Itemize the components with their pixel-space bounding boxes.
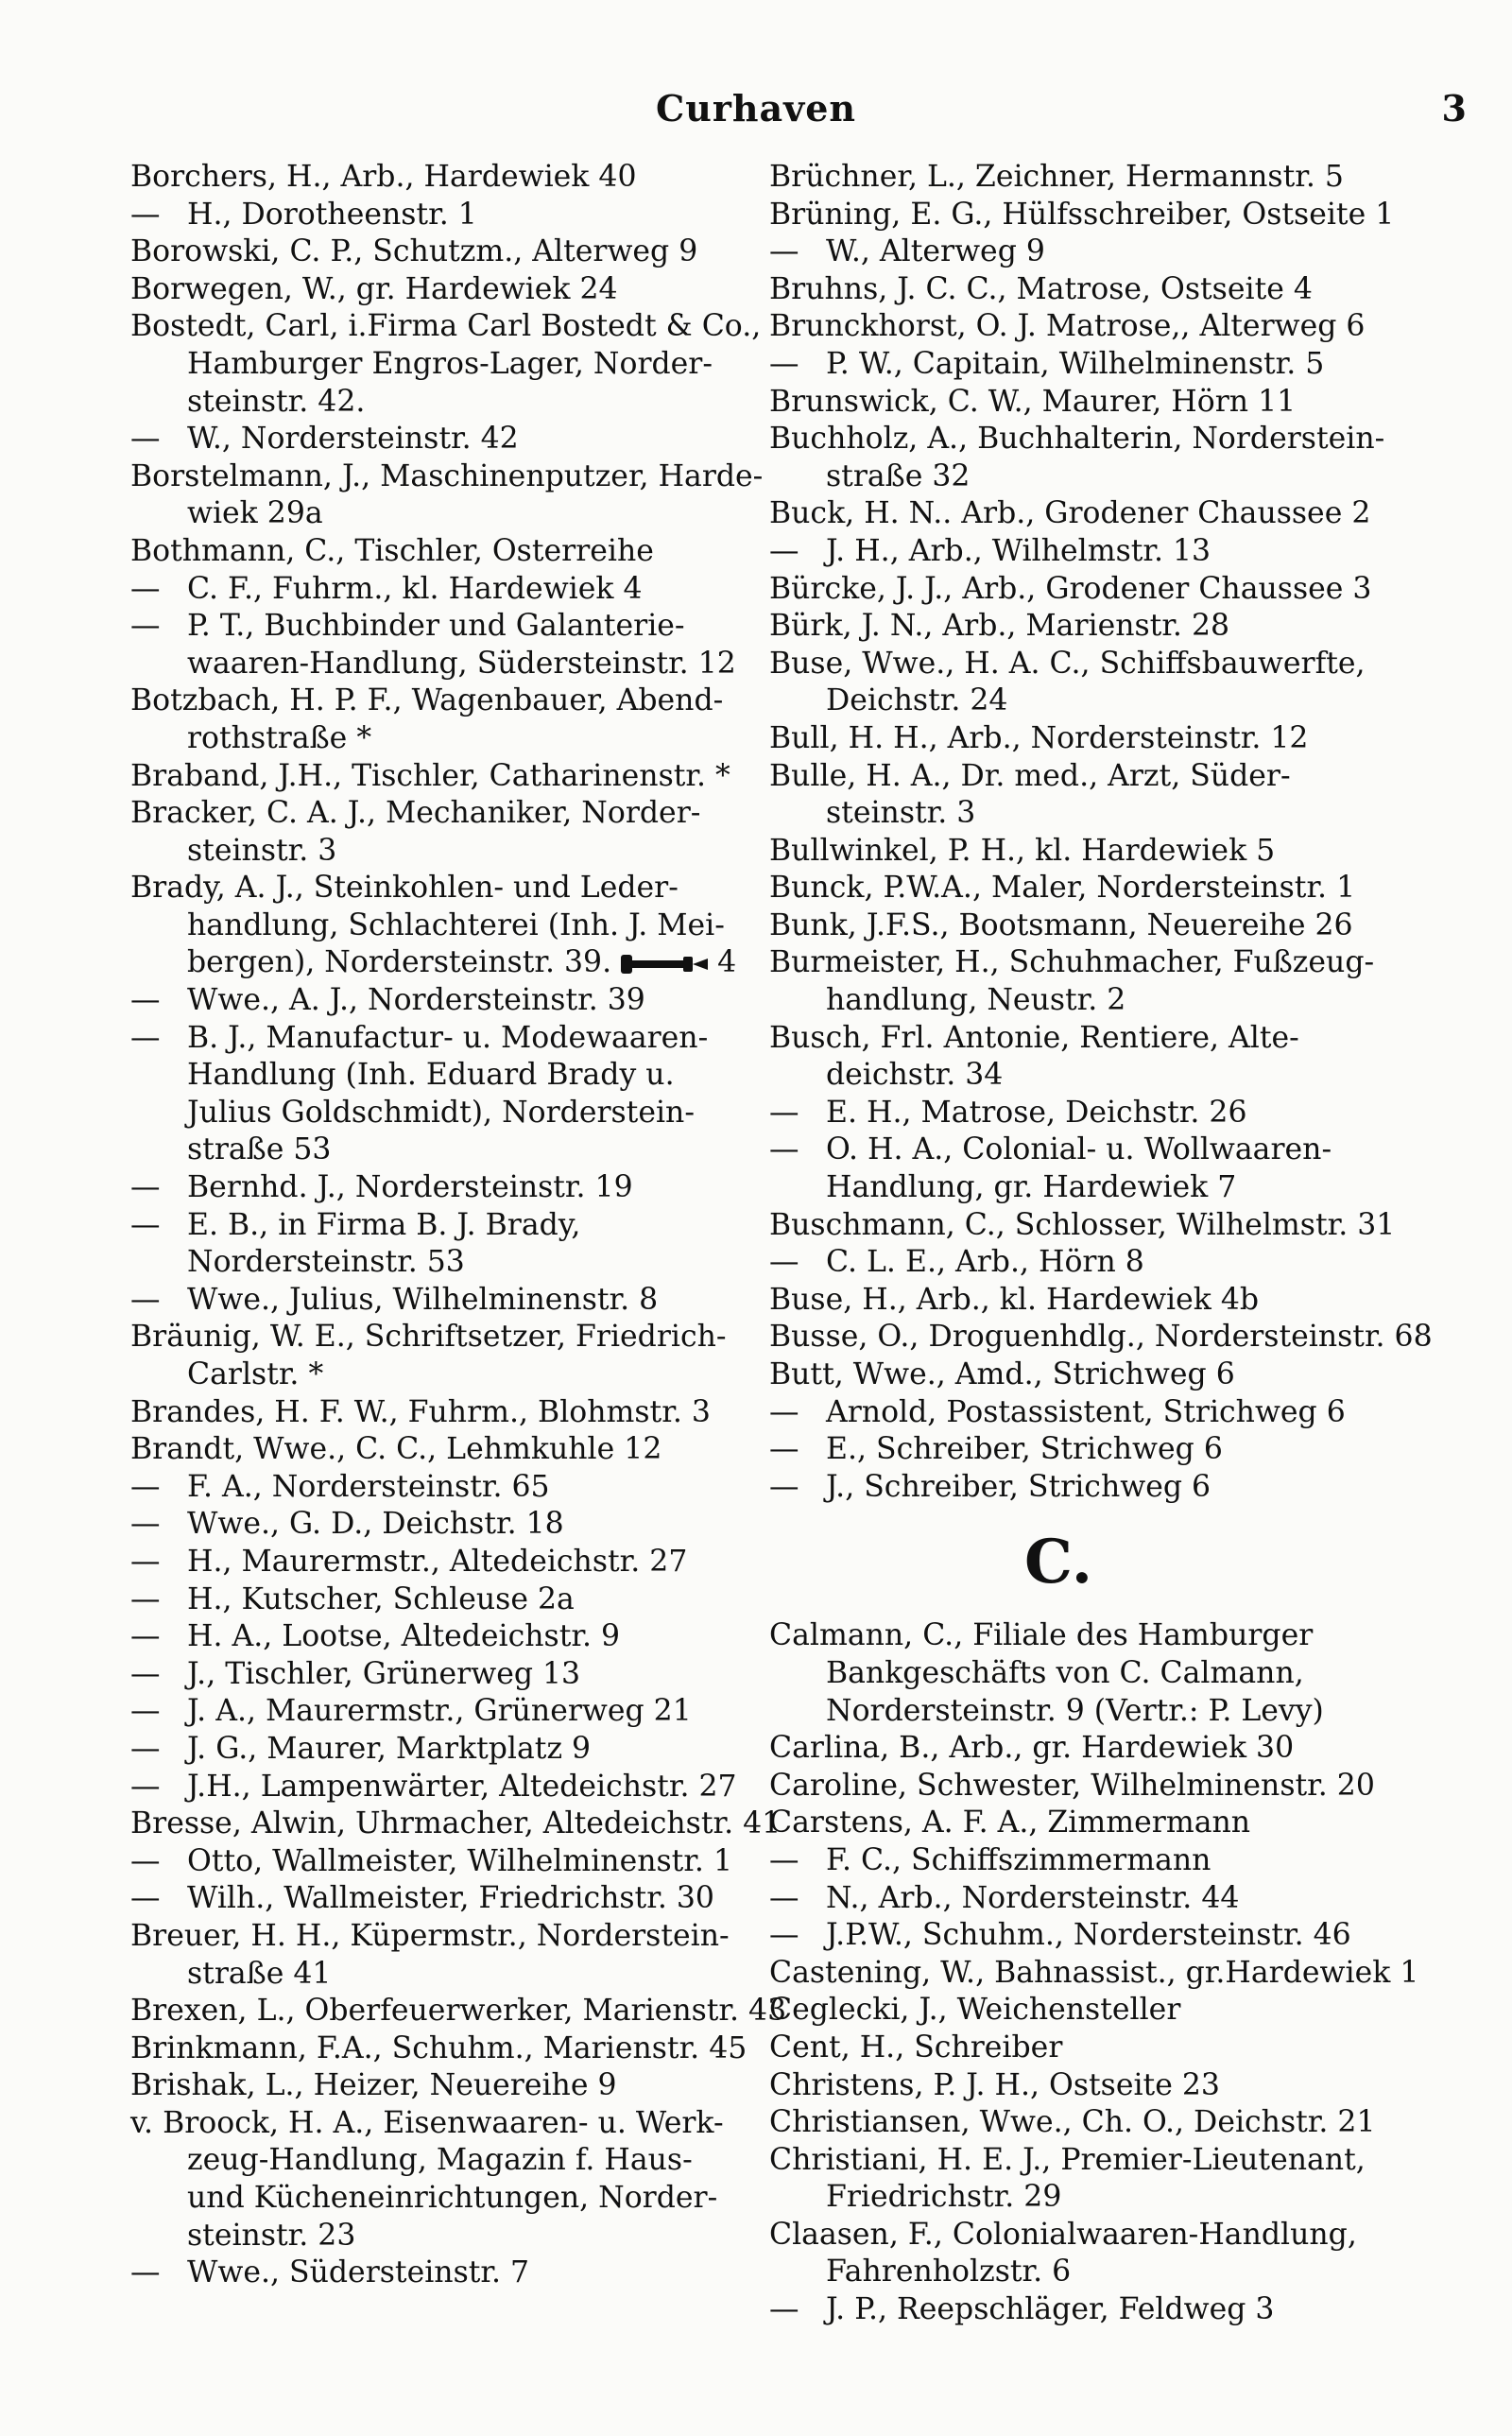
entry-text: Borchers, H., Arb., Hardewiek 40 [130,160,637,194]
entry-text: Carstens, A. F. A., Zimmermann [769,1805,1251,1840]
entry-text: Bothmann, C., Tischler, Osterreihe [130,533,654,568]
entry-text: Calmann, C., Filiale des Hamburger [769,1618,1314,1653]
entry-text: Cent, H., Schreiber [769,2030,1063,2065]
entry-text: O. H. A., Colonial- u. Wollwaaren- [826,1132,1332,1167]
entry-text: Breuer, H. H., Küpermstr., Norderstein- [130,1918,730,1953]
directory-entry [130,758,747,796]
entry-text: Bruhns, J. C. C., Matrose, Ostseite 4 [769,271,1313,306]
entry-text: Brüning, E. G., Hülfsschreiber, Ostseite 1 [769,197,1395,232]
entry-text: Carlina, B., Arb., gr. Hardewiek 30 [769,1731,1295,1766]
entry-text: F. C., Schiffszimmermann [826,1842,1211,1877]
directory-entry [769,944,1385,982]
entry-text: Brunckhorst, O. J. Matrose,, Alterweg 6 [769,309,1366,344]
entry-text: E. B., in Firma B. J. Brady, [187,1207,581,1242]
directory-entry [769,608,1385,646]
entry-text: C. F., Fuhrm., kl. Hardewiek 4 [187,571,643,606]
entry-text: J.H., Lampenwärter, Altedeichstr. 27 [187,1769,737,1804]
directory-entry [769,2067,1385,2105]
entry-continuation [769,1693,1385,1731]
entry-text: Bull, H. H., Arb., Nordersteinstr. 12 [769,720,1309,755]
ditto-dash: — [769,234,799,269]
directory-subentry [130,1880,747,1918]
entry-text: H., Kutscher, Schleuse 2a [187,1581,575,1616]
entry-text: J. A., Maurermstr., Grünerweg 21 [187,1694,692,1729]
entry-text: Buck, H. N.. Arb., Grodener Chaussee 2 [769,496,1371,531]
entry-continuation [769,1057,1385,1095]
directory-entry [769,2104,1385,2142]
directory-entry [769,1020,1385,1058]
entry-text: straße 32 [826,458,971,493]
directory-subentry [769,2291,1385,2329]
right-column [769,159,1433,2329]
entry-text: Handlung, gr. Hardewiek 7 [826,1170,1237,1205]
entry-text: handlung, Neustr. 2 [826,983,1126,1018]
directory-subentry [130,197,747,234]
entry-continuation [130,1244,747,1282]
entry-text: P. T., Buchbinder und Galanterie- [187,609,685,644]
entry-text: Bullwinkel, P. H., kl. Hardewiek 5 [769,833,1276,868]
directory-subentry [769,533,1385,571]
directory-entry [130,2030,747,2068]
directory-subentry [769,1244,1385,1282]
directory-entry [769,1805,1385,1842]
entry-continuation [130,1956,747,1994]
entry-text: Julius Goldschmidt), Norderstein- [187,1095,695,1130]
ditto-dash: — [769,1469,799,1504]
entry-text: Castening, W., Bahnassist., gr.Hardewiek 1 [769,1955,1419,1990]
directory-entry [769,2030,1385,2067]
directory-subentry [769,1842,1385,1880]
directory-entry [769,197,1395,234]
entry-text: Ceglecki, J., Weichensteller [769,1993,1181,2028]
entry-text: Claasen, F., Colonialwaaren-Handlung, [769,2217,1357,2252]
directory-subentry [130,1843,747,1881]
ditto-dash: — [769,1842,799,1877]
entry-text: Brandes, H. F. W., Fuhrm., Blohmstr. 3 [130,1394,711,1429]
entry-text: Bürk, J. N., Arb., Marienstr. 28 [769,609,1230,644]
directory-entry [130,1918,747,1956]
entry-continuation [769,458,1385,496]
entry-text: Caroline, Schwester, Wilhelminenstr. 20 [769,1768,1375,1803]
entry-text: steinstr. 42. [187,384,366,419]
directory-entry [769,1207,1396,1245]
entry-text: W., Alterweg 9 [826,234,1045,269]
directory-subentry [130,1469,747,1507]
ditto-dash: — [130,1769,161,1804]
directory-subentry [769,1431,1385,1469]
ditto-dash: — [130,1731,161,1766]
entry-text: Christens, P. J. H., Ostseite 23 [769,2067,1220,2102]
entry-continuation [769,795,1385,833]
directory-entry [130,1431,747,1469]
directory-subentry [130,1544,747,1581]
entry-text: W., Nordersteinstr. 42 [187,422,519,457]
ditto-dash: — [769,1132,799,1167]
directory-entry [130,1805,782,1843]
entry-text: Bräunig, W. E., Schriftsetzer, Friedrich- [130,1320,727,1355]
directory-entry [769,1730,1385,1768]
directory-entry [769,384,1385,422]
entry-text: F. A., Nordersteinstr. 65 [187,1469,550,1504]
entry-text: J. H., Arb., Wilhelmstr. 13 [826,533,1211,568]
directory-entry [130,233,747,271]
directory-subentry [769,1394,1385,1432]
entry-text: Bulle, H. A., Dr. med., Arzt, Süder- [769,758,1291,793]
directory-subentry [130,2255,747,2292]
directory-entry [769,720,1385,758]
directory-subentry [769,1095,1385,1132]
entry-text: B. J., Manufactur- u. Modewaaren- [187,1020,709,1055]
directory-entry [769,758,1385,796]
directory-subentry [130,1618,747,1656]
section-letter: C. [1023,1526,1093,1598]
directory-subentry [130,571,747,609]
directory-entry [769,1955,1419,1993]
directory-entry [769,271,1385,309]
entry-continuation [769,982,1385,1020]
directory-entry [769,1319,1433,1356]
entry-text: Wwe., G. D., Deichstr. 18 [187,1507,564,1542]
ditto-dash: — [130,1694,161,1729]
directory-subentry [130,1207,747,1245]
entry-text: E. H., Matrose, Deichstr. 26 [826,1095,1247,1130]
entry-text: C. L. E., Arb., Hörn 8 [826,1245,1144,1280]
directory-entry [769,646,1385,683]
entry-text: Bresse, Alwin, Uhrmacher, Altedeichstr. 41 [130,1806,782,1841]
directory-entry [130,795,747,833]
directory-subentry [769,1469,1385,1507]
entry-text: steinstr. 23 [187,2218,356,2253]
entry-continuation [130,495,747,533]
directory-subentry [130,1020,747,1058]
directory-entry [769,2217,1385,2255]
entry-text: Braband, J.H., Tischler, Catharinenstr. * [130,758,730,793]
entry-text: Wwe., A. J., Nordersteinstr. 39 [187,983,645,1018]
directory-entry [130,2105,747,2143]
entry-text: Fahrenholzstr. 6 [826,2255,1072,2289]
directory-entry [769,571,1385,609]
entry-text: P. W., Capitain, Wilhelminenstr. 5 [826,346,1325,381]
ditto-dash: — [130,1656,161,1691]
ditto-dash: — [130,983,161,1018]
entry-text: Burmeister, H., Schuhmacher, Fußzeug- [769,945,1375,980]
page-header [0,87,1512,144]
directory-subentry [769,1880,1385,1918]
ditto-dash: — [769,1095,799,1130]
directory-subentry [130,1731,747,1769]
left-column [130,159,787,2292]
entry-text: N., Arb., Nordersteinstr. 44 [826,1880,1240,1915]
entry-continuation [130,1095,747,1132]
ditto-dash: — [769,1432,799,1467]
directory-entry [769,159,1385,197]
entry-text: Arnold, Postassistent, Strichweg 6 [826,1394,1346,1429]
ditto-dash: — [130,422,161,457]
entry-text: Bunk, J.F.S., Bootsmann, Neuereihe 26 [769,907,1353,942]
entry-continuation [130,907,747,945]
entry-text: Brunswick, C. W., Maurer, Hörn 11 [769,384,1297,419]
directory-entry [769,1768,1385,1805]
entry-text: zeug-Handlung, Magazin f. Haus- [187,2143,693,2178]
entry-continuation [769,682,1385,720]
entry-text: Brady, A. J., Steinkohlen- und Leder- [130,871,679,906]
entry-text: Christiansen, Wwe., Ch. O., Deichstr. 21 [769,2105,1376,2140]
directory-entry [130,159,747,197]
ditto-dash: — [130,2255,161,2290]
entry-text: Brexen, L., Oberfeuerwerker, Marienstr. 43 [130,1994,787,2029]
directory-entry [130,1319,747,1356]
entry-text: Brüchner, L., Zeichner, Hermannstr. 5 [769,160,1344,194]
entry-continuation [769,2254,1385,2291]
ditto-dash: — [130,1469,161,1504]
entry-text: Deichstr. 24 [826,683,1008,718]
entry-text: steinstr. 3 [826,796,976,831]
directory-entry [769,1992,1385,2030]
directory-entry [769,421,1385,458]
directory-entry [769,870,1385,907]
entry-text: Handlung (Inh. Eduard Brady u. [187,1058,675,1093]
entry-continuation [130,2142,747,2180]
entry-continuation [130,2218,747,2255]
directory-subentry [769,346,1385,384]
entry-text: Buchholz, A., Buchhalterin, Norderstein- [769,422,1385,457]
entry-text: Wwe., Julius, Wilhelminenstr. 8 [187,1282,659,1317]
directory-subentry [769,233,1385,271]
directory-subentry [130,1282,747,1320]
entry-text: Friedrichstr. 29 [826,2180,1062,2215]
directory-entry [769,1617,1385,1655]
entry-text: Borwegen, W., gr. Hardewiek 24 [130,271,618,306]
entry-text: Bunck, P.W.A., Maler, Nordersteinstr. 1 [769,871,1356,906]
ditto-dash: — [130,197,161,232]
entry-continuation [130,384,747,422]
ditto-dash: — [130,571,161,606]
entry-text: Wwe., Südersteinstr. 7 [187,2255,530,2290]
entry-text: Borstelmann, J., Maschinenputzer, Harde- [130,458,764,493]
entry-text: Bracker, C. A. J., Mechaniker, Norder- [130,796,701,831]
directory-entry [769,907,1385,945]
entry-text: Bostedt, Carl, i.Firma Carl Bostedt & Co., [130,309,762,344]
ditto-dash: — [130,1507,161,1542]
entry-text: und Kücheneinrichtungen, Norder- [187,2181,718,2216]
entry-text: H., Dorotheenstr. 1 [187,197,477,232]
entry-text: Buschmann, C., Schlosser, Wilhelmstr. 31 [769,1207,1396,1242]
entry-text: Carlstr. * [187,1357,324,1391]
entry-text: H., Maurermstr., Altedeichstr. 27 [187,1544,688,1579]
entry-text: Botzbach, H. P. F., Wagenbauer, Abend- [130,683,724,718]
ditto-dash: — [769,1918,799,1953]
entry-text: steinstr. 3 [187,833,337,868]
directory-entry [130,1394,747,1432]
ditto-dash: — [130,1207,161,1242]
directory-entry [130,1993,787,2030]
entry-text: J., Tischler, Grünerweg 13 [187,1656,581,1691]
entry-text: Otto, Wallmeister, Wilhelminenstr. 1 [187,1843,732,1878]
entry-text: H. A., Lootse, Altedeichstr. 9 [187,1619,621,1654]
entry-text: handlung, Schlachterei (Inh. J. Mei- [187,907,725,942]
ditto-dash: — [769,1880,799,1915]
directory-subentry [769,1917,1385,1955]
entry-continuation [130,1057,747,1095]
ditto-dash: — [130,1020,161,1055]
directory-entry [130,533,747,571]
ditto-dash: — [130,1581,161,1616]
entry-continuation [769,2179,1385,2217]
entry-text: J. G., Maurer, Marktplatz 9 [187,1731,592,1766]
entry-text: Nordersteinstr. 9 (Vertr.: P. Levy) [826,1693,1324,1728]
ditto-dash: — [130,1881,161,1916]
directory-entry [130,870,747,907]
entry-continuation [130,646,747,683]
directory-subentry [130,1169,747,1207]
ditto-dash: — [130,1619,161,1654]
entry-text: Buse, H., Arb., kl. Hardewiek 4b [769,1282,1260,1317]
directory-entry [769,2142,1385,2180]
directory-entry [769,308,1385,346]
ditto-dash: — [130,1282,161,1317]
directory-subentry [769,1132,1385,1169]
directory-entry [130,271,747,309]
ditto-dash: — [130,609,161,644]
ditto-dash: — [769,1394,799,1429]
entry-continuation [130,720,747,758]
directory-subentry [130,982,747,1020]
entry-text: Wilh., Wallmeister, Friedrichstr. 30 [187,1881,714,1916]
entry-text: wiek 29a [187,496,323,531]
directory-entry [130,308,762,346]
entry-continuation [130,833,747,871]
entry-text: bergen), Nordersteinstr. 39. [187,945,612,980]
entry-text: Bernhd. J., Nordersteinstr. 19 [187,1170,633,1205]
entry-continuation [130,1132,747,1169]
ditto-dash: — [130,1170,161,1205]
directory-entry [130,682,747,720]
directory-entry [130,458,764,496]
entry-text: v. Broock, H. A., Eisenwaaren- u. Werk- [130,2105,724,2140]
directory-entry [769,833,1385,871]
entry-text: Borowski, C. P., Schutzm., Alterweg 9 [130,234,698,269]
entry-continuation [130,1356,747,1394]
entry-text: rothstraße * [187,720,372,755]
directory-entry [769,1282,1385,1320]
ditto-dash: — [769,346,799,381]
directory-subentry [130,1656,747,1694]
entry-text: deichstr. 34 [826,1058,1004,1093]
page-title: Curhaven [655,87,857,130]
entry-text: straße 53 [187,1132,332,1167]
directory-subentry [130,1506,747,1544]
ditto-dash: — [769,1245,799,1280]
directory-entry [130,2067,747,2105]
entry-text: J. P., Reepschläger, Feldweg 3 [826,2292,1275,2327]
entry-text: Busse, O., Droguenhdlg., Nordersteinstr. 68 [769,1320,1433,1355]
entry-text: Hamburger Engros-Lager, Norder- [187,346,713,381]
directory-subentry [130,1769,747,1806]
directory-entry [769,1356,1385,1394]
entry-continuation [130,346,747,384]
entry-continuation [130,944,747,982]
entry-text: Bürcke, J. J., Arb., Grodener Chaussee 3 [769,571,1372,606]
entry-text: Busch, Frl. Antonie, Rentiere, Alte- [769,1020,1299,1055]
telephone-icon [617,953,712,976]
entry-text: waaren-Handlung, Südersteinstr. 12 [187,646,736,681]
entry-text: E., Schreiber, Strichweg 6 [826,1432,1223,1467]
directory-subentry [130,421,747,458]
entry-text: Christiani, H. E. J., Premier-Lieutenant, [769,2142,1366,2177]
entry-continuation [769,1655,1385,1693]
entry-text: Buse, Wwe., H. A. C., Schiffsbauwerfte, [769,646,1366,681]
entry-text: Brinkmann, F.A., Schuhm., Marienstr. 45 [130,2030,747,2065]
ditto-dash: — [130,1544,161,1579]
directory-subentry [130,608,747,646]
page-number: 3 [1441,87,1467,130]
entry-text: J.P.W., Schuhm., Nordersteinstr. 46 [826,1918,1351,1953]
entry-text: J., Schreiber, Strichweg 6 [826,1469,1211,1504]
directory-subentry [130,1693,747,1731]
entry-text: Nordersteinstr. 53 [187,1245,465,1280]
entry-continuation [130,2180,747,2218]
directory-subentry [130,1581,747,1619]
entry-text: straße 41 [187,1956,332,1991]
entry-text: Bankgeschäfts von C. Calmann, [826,1655,1304,1690]
entry-text: Brandt, Wwe., C. C., Lehmkuhle 12 [130,1432,662,1467]
telephone-number: 4 [717,945,737,980]
entry-text: Butt, Wwe., Amd., Strichweg 6 [769,1357,1235,1391]
ditto-dash: — [769,533,799,568]
ditto-dash: — [130,1843,161,1878]
entry-text: Brishak, L., Heizer, Neuereihe 9 [130,2068,617,2103]
ditto-dash: — [769,2292,799,2327]
entry-continuation [769,1169,1385,1207]
directory-entry [769,495,1385,533]
